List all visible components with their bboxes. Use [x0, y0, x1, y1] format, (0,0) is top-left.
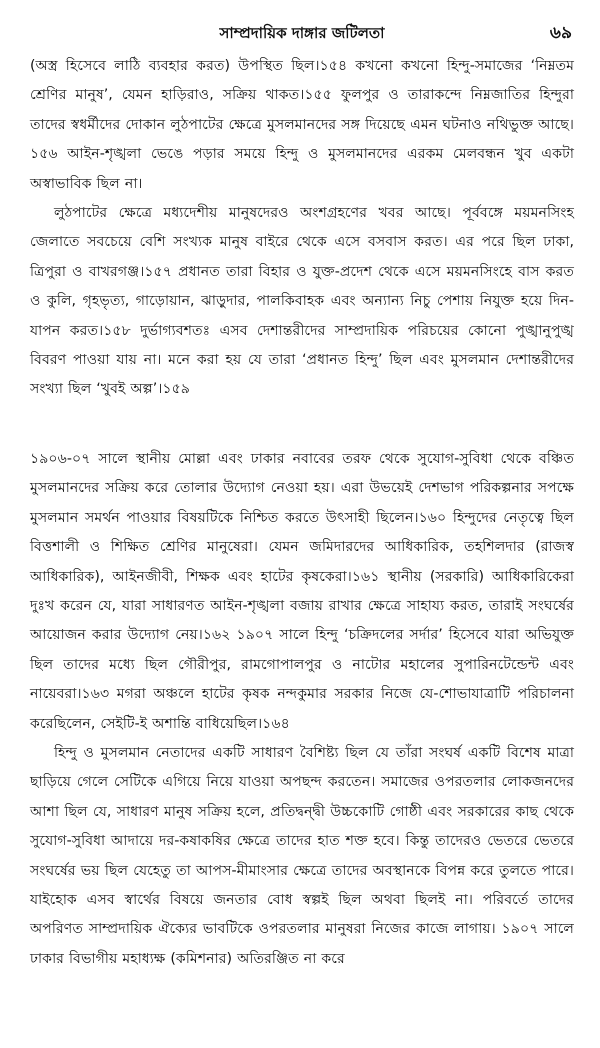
section-break [30, 405, 574, 445]
paragraph-2: লুঠপাটের ক্ষেত্রে মধ্যদেশীয় মানুষদেরও অংশগ্রহণের খবর আছে। পূর্ববঙ্গে ময়মনসিংহ জেলাতে সবচেয়ে বেশি সংখ্যক মানুষ বাইরে থেকে এসে বসবাস করত। এর পরে ছিল ঢাকা, ত্রিপুরা ও বাখরগঞ্জ।১৫৭ প্রধানত তারা বিহার ও যুক্ত-প্রদেশ থেকে এসে ময়মনসিংহে বাস করত ও কুলি, গৃহভৃত্য, গাড়োয়ান, ঝাড়ুদার, পালকিবাহক এবং অন্যান্য নিচু পেশায় নিযুক্ত হয়ে দিন-যাপন করত।১৫৮ দুর্ভাগ্যবশতঃ এসব দেশান্তরীদের সাম্প্রদায়িক পরিচয়ের কোনো পুঙ্খানুপুঙ্খ বিবরণ পাওয়া যায় না। মনে করা হয় যে তারা ‘প্রধানত হিন্দু’ ছিল এবং মুসলমান দেশান্তরীদের সংখ্যা ছিল ‘খুবই অল্প’।১৫৯ [30, 205, 574, 398]
page-header [30, 0, 574, 52]
paragraph-3: ১৯০৬-০৭ সালে স্থানীয় মোল্লা এবং ঢাকার নবাবের তরফ থেকে সুযোগ-সুবিধা থেকে বঞ্চিত মুসলমানদের সক্রিয় করে তোলার উদ্যোগ নেওয়া হয়। এরা উভয়েই দেশভাগ পরিকল্পনার সপক্ষে মুসলমান সমর্থন পাওয়ার বিষয়টিকে নিশ্চিত করতে উৎসাহী ছিলেন।১৬০ হিন্দুদের নেতৃত্বে ছিল বিত্তশালী ও শিক্ষিত শ্রেণির মানুষেরা। যেমন জমিদারদের আধিকারিক, তহশিলদার (রাজস্ব আধিকারিক), আইনজীবী, শিক্ষক এবং হাটের কৃষকেরা।১৬১ স্থানীয় (সরকারি) আধিকারিকেরা দুঃখ করেন যে, যারা সাধারণত আইন-শৃঙ্খলা বজায় রাখার ক্ষেত্রে সাহায্য করত, তারাই সংঘর্ষের আয়োজন করার উদ্যোগ নেয়।১৬২ ১৯০৭ সালে হিন্দু ‘চক্রিদলের সর্দার’ হিসেবে যারা অভিযুক্ত ছিল তাদের মধ্যে ছিল গৌরীপুর, রামগোপালপুর ও নাটোর মহালের সুপারিনটেন্ডেন্ট এবং নায়েবরা।১৬৩ মগরা অঞ্চলে হাটের কৃষক নন্দকুমার সরকার নিজে যে-শোভাযাত্রাটি পরিচালনা করেছিলেন, সেইটি-ই অশান্তি বাধিয়েছিল।১৬৪ [30, 450, 574, 732]
running-title: সাম্প্রদায়িক দাঙ্গার জটিলতা [219, 24, 385, 42]
paragraph-4: হিন্দু ও মুসলমান নেতাদের একটি সাধারণ বৈশিষ্ট্য ছিল যে তাঁরা সংঘর্ষ একটি বিশেষ মাত্রা ছাড়িয়ে গেলে সেটিকে এগিয়ে নিয়ে যাওয়া অপছন্দ করতেন। সমাজের ওপরতলার লোকজনদের আশা ছিল যে, সাধারণ মানুষ সক্রিয় হলে, প্রতিদ্বন্দ্বী উচ্চকোটি গোষ্ঠী এবং সরকারের কাছ থেকে সুযোগ-সুবিধা আদায়ে দর-কষাকষির ক্ষেত্রে তাদের হাত শক্ত হবে। কিন্তু তাদেরও ভেতরে ভেতরে সংঘর্ষের ভয় ছিল যেহেতু তা আপস-মীমাংসার ক্ষেত্রে তাদের অবস্থানকে বিপন্ন করে তুলতে পারে। যাইহোক এসব স্বার্থের বিষয়ে জনতার বোধ স্বল্পই ছিল অথবা ছিলই না। পরিবর্তে তাদের অপরিণত সাম্প্রদায়িক ঐক্যের ভাবটিকে ওপরতলার মানুষরা নিজের কাজে লাগায়। ১৯০৭ সালে ঢাকার বিভাগীয় মহাধ্যক্ষ (কমিশনার) অতিরঞ্জিত না করে [30, 744, 574, 967]
page-number: ৬৯ [549, 23, 572, 43]
paragraph-1: (অস্ত্র হিসেবে লাঠি ব্যবহার করত) উপস্থিত ছিল।১৫৪ কখনো কখনো হিন্দু-সমাজের ‘নিম্নতম শ্রেণির মানুষ’, যেমন হাড়িরাও, সক্রিয় থাকত।১৫৫ ফুলপুর ও তারাকন্দে নিম্নজাতির হিন্দুরা তাদের স্বধর্মীদের দোকান লুঠপাটের ক্ষেত্রে মুসলমানদের সঙ্গ দিয়েছে এমন ঘটনাও নথিভুক্ত আছে।১৫৬ আইন-শৃঙ্খলা ভেঙে পড়ার সময়ে হিন্দু ও মুসলমানদের এরকম মেলবন্ধন খুব একটা অস্বাভাবিক ছিল না। [30, 58, 574, 192]
